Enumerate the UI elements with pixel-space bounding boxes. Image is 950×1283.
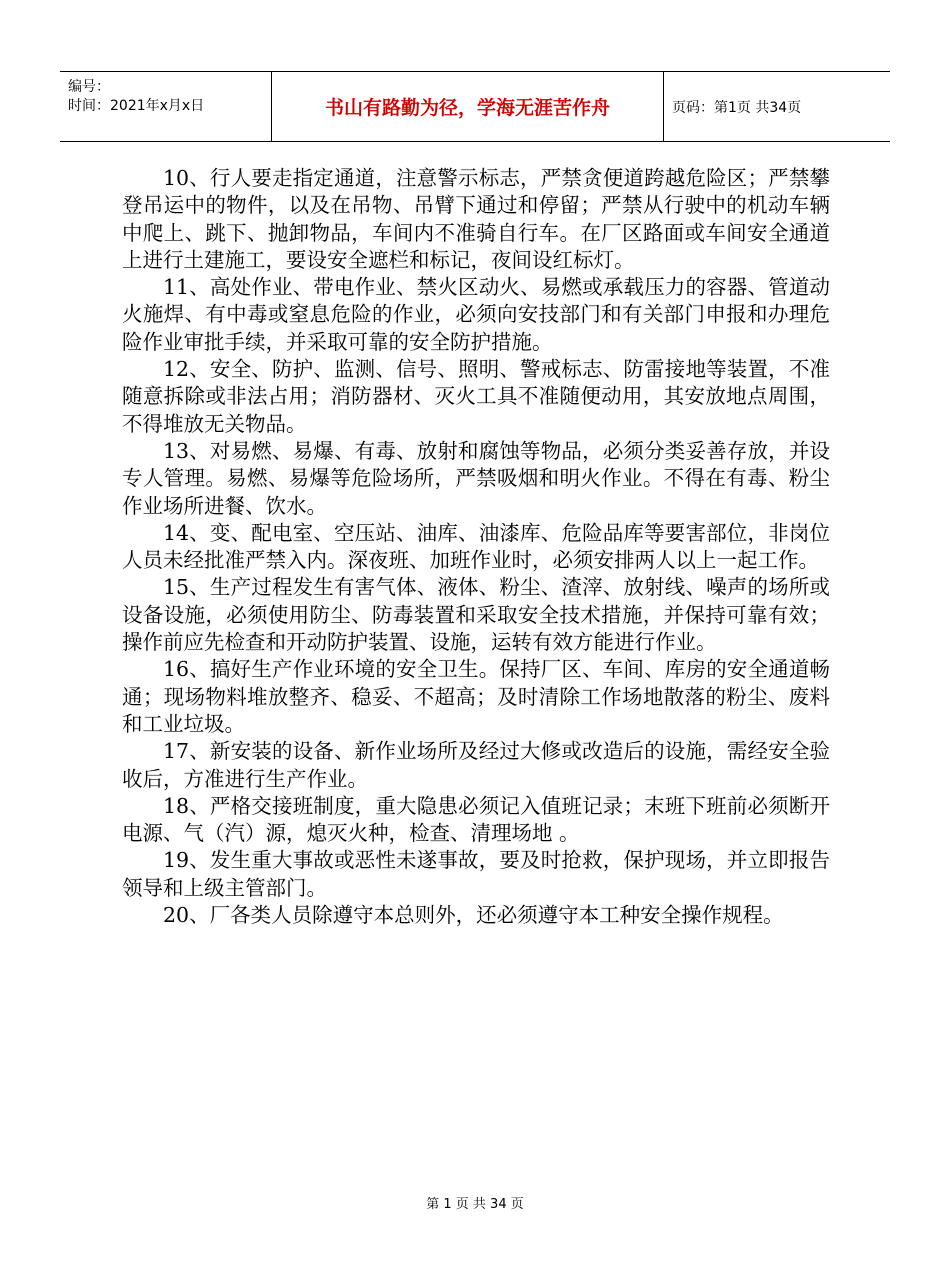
header-motto: 书山有路勤为径，学海无涯苦作舟: [324, 97, 610, 119]
paragraph-10: 10、行人要走指定通道，注意警示标志，严禁贪便道跨越危险区；严禁攀登吊运中的物件，以及在吊物、吊臂下通过和停留；严禁从行驶中的机动车辆中爬上、跳下、抛卸物品，车间内不准骑自行车。在厂区路面或车间安全通道上进行土建施工，要设安全遮栏和标记，夜间设红标灯。: [122, 166, 830, 272]
page-header: [60, 71, 890, 142]
time-label: 时间：2021年x月x日: [68, 98, 205, 114]
paragraph-12: 12、安全、防护、监测、信号、照明、警戒标志、防雷接地等装置，不准随意拆除或非法占用；消防器材、灭火工具不准随便动用，其安放地点周围，不得堆放无关物品。: [122, 357, 830, 436]
paragraph-19: 19、发生重大事故或恶性未遂事故，要及时抢救，保护现场，并立即报告领导和上级主管部门。: [122, 848, 830, 900]
paragraph-20: 20、厂各类人员除遵守本总则外，还必须遵守本工种安全操作规程。: [163, 903, 784, 928]
paragraph-16: 16、搞好生产作业环境的安全卫生。保持厂区、车间、库房的安全通道畅通；现场物料堆放整齐、稳妥、不超高；及时清除工作场地散落的粉尘、废料和工业垃圾。: [122, 657, 830, 736]
header-meta: [68, 78, 204, 116]
page-footer: 第 1 页 共 34 页: [426, 1197, 524, 1212]
paragraph-15: 15、生产过程发生有害气体、液体、粉尘、渣滓、放射线、噪声的场所或设备设施，必须使用防尘、防毒装置和采取安全技术措施，并保持可靠有效；操作前应先检查和开动防护装置、设施，运转有效方能进行作业。: [122, 575, 830, 655]
paragraph-17: 17、新安装的设备、新作业场所及经过大修或改造后的设施，需经安全验收后，方准进行生产作业。: [122, 739, 830, 791]
paragraph-11: 11、高处作业、带电作业、禁火区动火、易燃或承载压力的容器、管道动火施焊、有中毒或窒息危险的作业，必须向安技部门和有关部门申报和办理危险作业审批手续，并采取可靠的安全防护措施。: [122, 275, 830, 354]
paragraph-13: 13、对易燃、易爆、有毒、放射和腐蚀等物品，必须分类妥善存放，并设专人管理。易燃、易爆等危险场所，严禁吸烟和明火作业。不得在有毒、粉尘作业场所进餐、饮水。: [122, 438, 830, 518]
header-page-info: 页码：第1页 共34页: [672, 99, 802, 116]
header-divider: [663, 72, 664, 141]
paragraph-14: 14、变、配电室、空压站、油库、油漆库、危险品库等要害部位，非岗位人员未经批准严禁入内。深夜班、加班作业时，必须安排两人以上一起工作。: [122, 520, 830, 573]
document-body: [122, 165, 830, 929]
number-label: 编号：: [68, 79, 110, 95]
paragraph-18: 18、严格交接班制度，重大隐患必须记入值班记录；末班下班前必须断开电源、气（汽）源，熄灭火种，检查、清理场地 。: [122, 793, 830, 846]
